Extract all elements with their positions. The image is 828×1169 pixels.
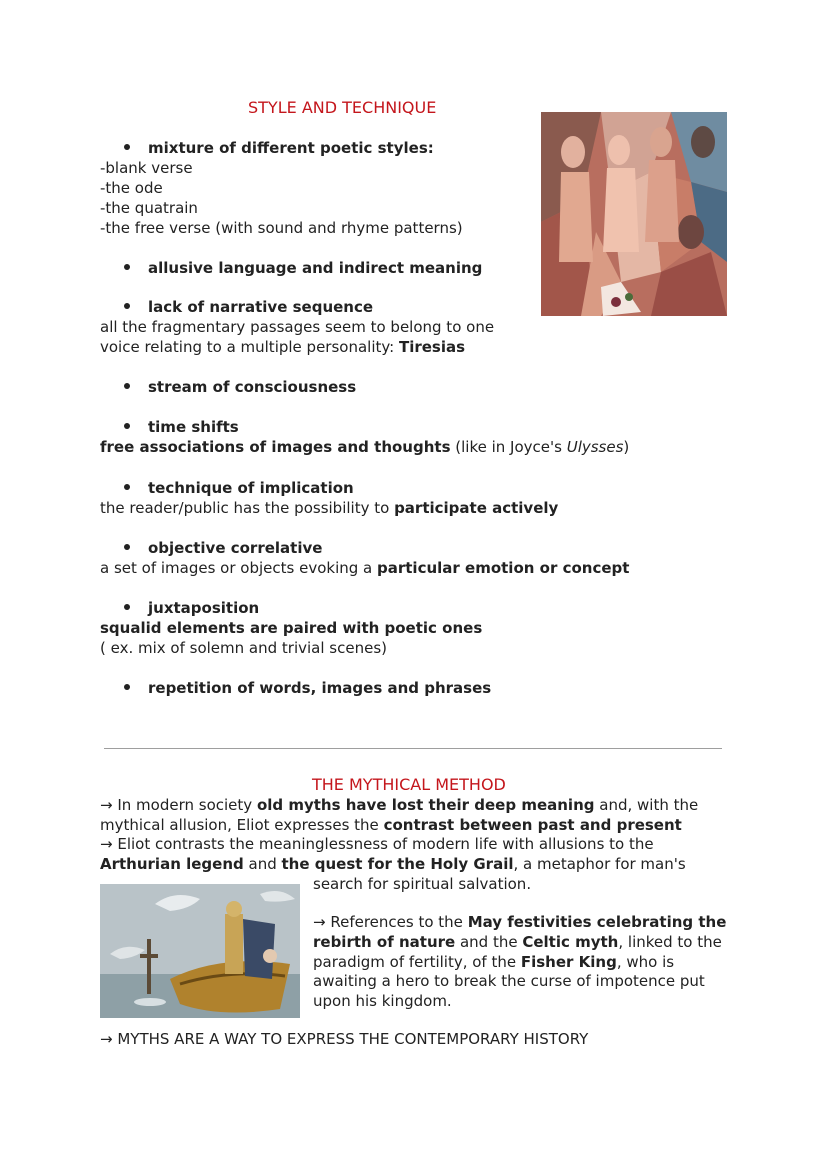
bullet-narrative-sequence: lack of narrative sequence <box>124 297 373 317</box>
bullet-dot-icon <box>124 303 130 309</box>
arrow-icon: → <box>100 1030 113 1048</box>
myth-line-7: rebirth of nature and the Celtic myth, linked to the <box>313 933 722 951</box>
myth-conclusion: → MYTHS ARE A WAY TO EXPRESS THE CONTEMPORARY HISTORY <box>100 1030 589 1048</box>
paragraph-squalid: squalid elements are paired with poetic ones <box>100 619 483 637</box>
arrow-icon: → <box>100 796 113 814</box>
bullet-allusive-language: allusive language and indirect meaning <box>124 258 482 278</box>
bullet-dot-icon <box>124 264 130 270</box>
sub-item-quatrain: -the quatrain <box>100 199 198 217</box>
myth-line-8: paradigm of fertility, of the Fisher King, who is <box>313 953 675 971</box>
sub-item-blank-verse: -blank verse <box>100 159 193 177</box>
bullet-repetition: repetition of words, images and phrases <box>124 678 491 698</box>
paragraph-example: ( ex. mix of solemn and trivial scenes) <box>100 639 387 657</box>
myth-line-9: awaiting a hero to break the curse of impotence put <box>313 972 705 990</box>
bullet-dot-icon <box>124 604 130 610</box>
sub-item-ode: -the ode <box>100 179 163 197</box>
bullet-time-shifts: time shifts <box>124 417 239 437</box>
bullet-implication: technique of implication <box>124 478 354 498</box>
paragraph-participate: the reader/public has the possibility to participate actively <box>100 499 559 517</box>
cubist-painting-illustration <box>541 112 727 316</box>
myth-line-2: mythical allusion, Eliot expresses the contrast between past and present <box>100 816 682 834</box>
section-title-mythical-method: THE MYTHICAL METHOD <box>312 775 506 794</box>
bullet-dot-icon <box>124 383 130 389</box>
section-title-style-technique: STYLE AND TECHNIQUE <box>248 98 437 117</box>
bullet-dot-icon <box>124 684 130 690</box>
myth-line-3: → Eliot contrasts the meaninglessness of modern life with allusions to the <box>100 835 654 853</box>
myth-line-1: → In modern society old myths have lost their deep meaning and, with the <box>100 796 699 814</box>
sub-item-free-verse: -the free verse (with sound and rhyme patterns) <box>100 219 463 237</box>
bullet-dot-icon <box>124 144 130 150</box>
arrow-icon: → <box>313 913 326 931</box>
paragraph-free-associations: free associations of images and thoughts (like in Joyce's Ulysses) <box>100 438 630 456</box>
myth-line-5: search for spiritual salvation. <box>313 875 532 893</box>
bullet-dot-icon <box>124 484 130 490</box>
king-arthur-boat-illustration <box>100 884 300 1018</box>
myth-line-6: → References to the May festivities celebrating the <box>313 913 727 931</box>
arthurian-illustration <box>100 884 300 1018</box>
bullet-juxtaposition: juxtaposition <box>124 598 259 618</box>
bullet-poetic-styles: mixture of different poetic styles: <box>124 138 434 158</box>
paragraph-images-objects: a set of images or objects evoking a particular emotion or concept <box>100 559 630 577</box>
myth-line-4: Arthurian legend and the quest for the Holy Grail, a metaphor for man's <box>100 855 686 873</box>
paragraph-fragmentary: all the fragmentary passages seem to belong to one <box>100 318 495 336</box>
myth-line-10: upon his kingdom. <box>313 992 452 1010</box>
section-divider <box>104 748 722 749</box>
bullet-dot-icon <box>124 544 130 550</box>
arrow-icon: → <box>100 835 113 853</box>
paragraph-multiple-personality: voice relating to a multiple personality: Tiresias <box>100 338 466 356</box>
bullet-dot-icon <box>124 423 130 429</box>
painting-image <box>541 112 727 316</box>
bullet-objective-correlative: objective correlative <box>124 538 322 558</box>
bullet-stream-consciousness: stream of consciousness <box>124 377 356 397</box>
